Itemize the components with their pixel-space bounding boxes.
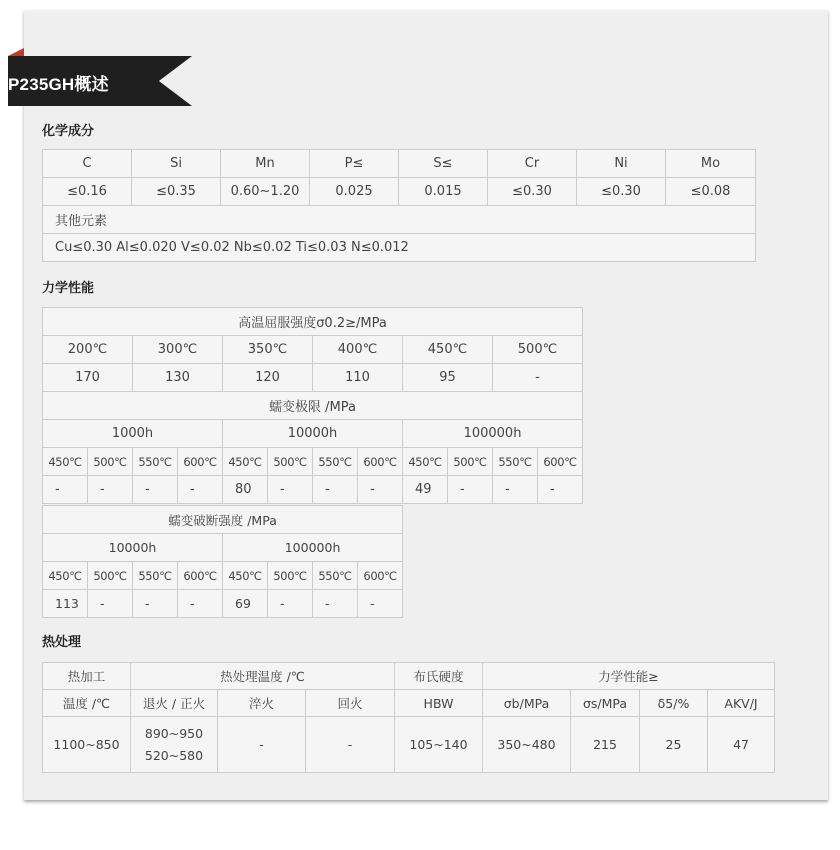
creep-rupture-table	[42, 505, 403, 618]
rupture-title: 蠕变破断强度 /MPa	[43, 506, 403, 534]
chemical-value-cell: 0.60~1.20	[221, 178, 310, 206]
anneal-value	[131, 717, 218, 773]
chemical-header-cell: Mn	[221, 150, 310, 178]
high-temp-title-row	[43, 308, 583, 336]
creep-value-cell: 49	[403, 476, 448, 504]
hardness-unit: HBW	[395, 690, 483, 717]
high-temp-header-cell: 300℃	[133, 336, 223, 364]
chemical-value-cell: ≤0.08	[666, 178, 756, 206]
creep-group-cell: 100000h	[403, 420, 583, 448]
creep-value-cell: -	[493, 476, 538, 504]
creep-value-cell: -	[448, 476, 493, 504]
high-temp-value-cell: 170	[43, 364, 133, 392]
hot-work-value: 1100~850	[43, 717, 131, 773]
quench-label: 淬火	[218, 690, 306, 717]
chemical-header-cell: Mo	[666, 150, 756, 178]
creep-temp-cell: 450℃	[43, 448, 88, 476]
creep-temp-cell: 500℃	[268, 448, 313, 476]
other-elements-value-row	[43, 234, 756, 262]
creep-temp-cell: 600℃	[538, 448, 583, 476]
rupture-value-cell: -	[358, 590, 403, 618]
creep-temp-cell: 550℃	[133, 448, 178, 476]
creep-value-row	[43, 476, 583, 504]
creep-value-cell: -	[313, 476, 358, 504]
creep-value-cell: -	[358, 476, 403, 504]
rupture-temp-cell: 500℃	[268, 562, 313, 590]
mechanical-heading: 力学性能	[42, 281, 95, 296]
temper-label: 回火	[306, 690, 395, 717]
heat-treatment-table	[42, 662, 775, 773]
high-temp-header-cell: 400℃	[313, 336, 403, 364]
chemical-value-cell: ≤0.35	[132, 178, 221, 206]
rupture-value-cell: -	[88, 590, 133, 618]
chemical-header-row	[43, 150, 756, 178]
creep-group-cell: 1000h	[43, 420, 223, 448]
creep-temp-cell: 450℃	[223, 448, 268, 476]
rupture-value-cell: -	[178, 590, 223, 618]
chemical-header-cell: Si	[132, 150, 221, 178]
rupture-temp-cell: 450℃	[43, 562, 88, 590]
creep-temp-row	[43, 448, 583, 476]
hardness-value: 105~140	[395, 717, 483, 773]
creep-title: 蠕变极限 /MPa	[43, 392, 583, 420]
banner-title: P235GH概述	[8, 75, 109, 94]
creep-value-cell: 80	[223, 476, 268, 504]
quench-value: -	[218, 717, 306, 773]
high-temp-header-row	[43, 336, 583, 364]
creep-title-row	[43, 392, 583, 420]
temper-value: -	[306, 717, 395, 773]
chemical-value-cell: ≤0.16	[43, 178, 132, 206]
high-temp-value-cell: 95	[403, 364, 493, 392]
creep-temp-cell: 550℃	[493, 448, 538, 476]
mech-value-cell: 350~480	[483, 717, 571, 773]
chemical-value-row	[43, 178, 756, 206]
anneal-label: 退火 / 正火	[131, 690, 218, 717]
creep-group-cell: 10000h	[223, 420, 403, 448]
creep-group-row	[43, 420, 583, 448]
hardness-label: 布氏硬度	[395, 663, 483, 690]
rupture-temp-cell: 550℃	[133, 562, 178, 590]
chemical-value-cell: 0.025	[310, 178, 399, 206]
mech-value-cell: 25	[640, 717, 708, 773]
heat-heading: 热处理	[42, 635, 82, 650]
rupture-value-cell: -	[313, 590, 358, 618]
rupture-value-row	[43, 590, 403, 618]
chemical-header-cell: Ni	[577, 150, 666, 178]
heat-header-row-2	[43, 690, 775, 717]
hot-work-label: 热加工	[43, 663, 131, 690]
title-banner	[8, 48, 192, 106]
chemical-heading: 化学成分	[42, 124, 95, 139]
rupture-value-cell: 69	[223, 590, 268, 618]
creep-temp-cell: 600℃	[358, 448, 403, 476]
rupture-temp-row	[43, 562, 403, 590]
rupture-title-row	[43, 506, 403, 534]
ht-temp-title: 热处理温度 /℃	[131, 663, 395, 690]
other-elements-label-row	[43, 206, 756, 234]
rupture-temp-cell: 600℃	[178, 562, 223, 590]
chemical-value-cell: ≤0.30	[488, 178, 577, 206]
chemical-value-cell: ≤0.30	[577, 178, 666, 206]
creep-temp-cell: 600℃	[178, 448, 223, 476]
mech-header-cell: δ5/%	[640, 690, 708, 717]
chemical-table	[42, 149, 756, 262]
rupture-value-cell: -	[133, 590, 178, 618]
rupture-temp-cell: 450℃	[223, 562, 268, 590]
rupture-temp-cell: 600℃	[358, 562, 403, 590]
other-elements-values: Cu≤0.30 Al≤0.020 V≤0.02 Nb≤0.02 Ti≤0.03 N≤0.012	[43, 234, 756, 262]
anneal-value-line-2: 520~580	[144, 747, 204, 763]
rupture-temp-cell: 500℃	[88, 562, 133, 590]
chemical-header-cell: P≤	[310, 150, 399, 178]
creep-value-cell: -	[268, 476, 313, 504]
high-temp-value-cell: 120	[223, 364, 313, 392]
creep-value-cell: -	[133, 476, 178, 504]
high-temp-value-cell: 110	[313, 364, 403, 392]
creep-temp-cell: 500℃	[88, 448, 133, 476]
heat-value-row	[43, 717, 775, 773]
creep-value-cell: -	[178, 476, 223, 504]
high-temp-header-cell: 350℃	[223, 336, 313, 364]
high-temp-value-cell: -	[493, 364, 583, 392]
chemical-value-cell: 0.015	[399, 178, 488, 206]
chemical-header-cell: C	[43, 150, 132, 178]
rupture-value-cell: 113	[43, 590, 88, 618]
high-temp-header-cell: 500℃	[493, 336, 583, 364]
chemical-header-cell: S≤	[399, 150, 488, 178]
rupture-group-row	[43, 534, 403, 562]
other-elements-label: 其他元素	[43, 206, 756, 234]
anneal-value-line-1: 890~950	[144, 725, 204, 741]
rupture-group-cell: 100000h	[223, 534, 403, 562]
high-temp-title: 高温屈服强度σ0.2≥/MPa	[43, 308, 583, 336]
creep-value-cell: -	[538, 476, 583, 504]
creep-temp-cell: 500℃	[448, 448, 493, 476]
rupture-value-cell: -	[268, 590, 313, 618]
high-temp-creep-table	[42, 307, 583, 504]
creep-temp-cell: 450℃	[403, 448, 448, 476]
heat-header-row-1	[43, 663, 775, 690]
mech-value-cell: 215	[571, 717, 640, 773]
high-temp-value-row	[43, 364, 583, 392]
rupture-temp-cell: 550℃	[313, 562, 358, 590]
mech-title: 力学性能≥	[483, 663, 775, 690]
creep-value-cell: -	[43, 476, 88, 504]
rupture-group-cell: 10000h	[43, 534, 223, 562]
mech-header-cell: σb/MPa	[483, 690, 571, 717]
chemical-header-cell: Cr	[488, 150, 577, 178]
creep-value-cell: -	[88, 476, 133, 504]
creep-temp-cell: 550℃	[313, 448, 358, 476]
banner-fold	[8, 48, 24, 56]
mech-header-cell: AKV/J	[708, 690, 775, 717]
mech-header-cell: σs/MPa	[571, 690, 640, 717]
hot-work-temp-label: 温度 /℃	[43, 690, 131, 717]
high-temp-header-cell: 200℃	[43, 336, 133, 364]
mech-value-cell: 47	[708, 717, 775, 773]
high-temp-header-cell: 450℃	[403, 336, 493, 364]
high-temp-value-cell: 130	[133, 364, 223, 392]
